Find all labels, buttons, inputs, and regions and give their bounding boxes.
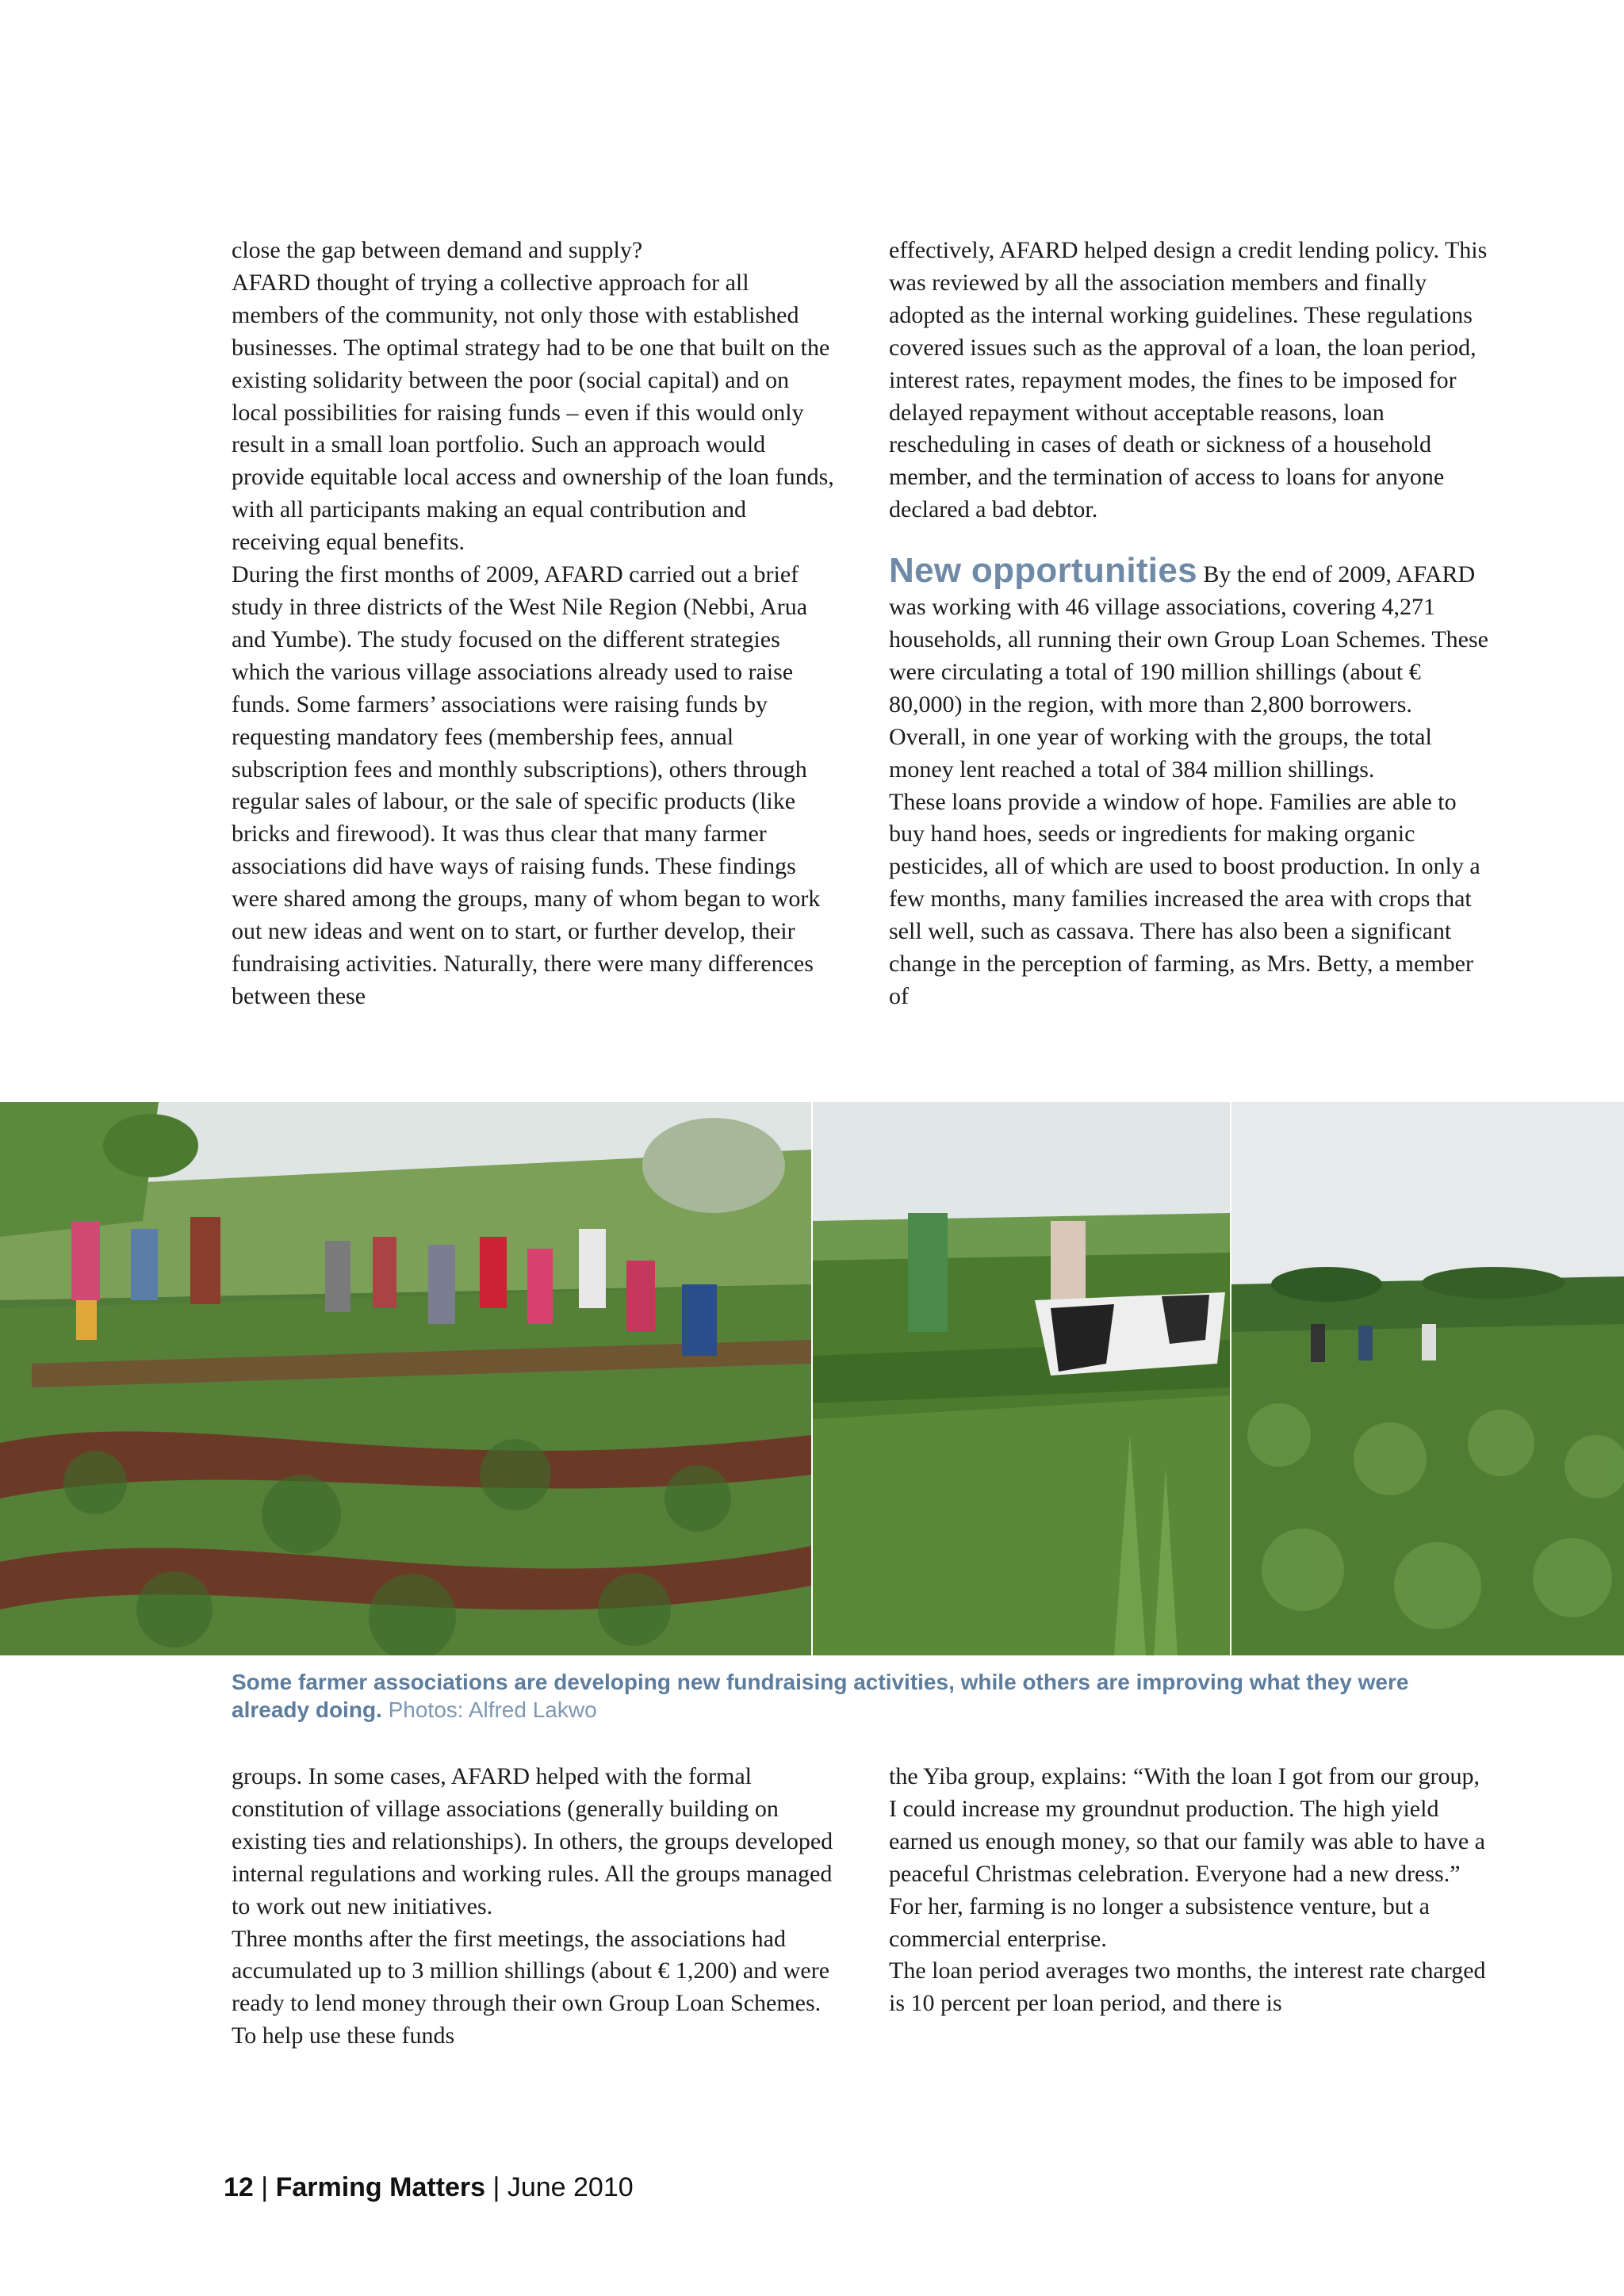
paragraph: AFARD thought of trying a collective approach for all members of the community, not only those with established businesses. The optimal strategy had to be one that built on the existing solidarity between the poor (social capital) and on local possibilities for raising funds – even if this would only result in a small loan portfolio. Such an approach would provide equitable local access and ownership of the loan funds, with all participants making an equal contribution and receiving equal benefits. <box>232 269 834 556</box>
page-number: 12 <box>224 2172 254 2202</box>
paragraph: the Yiba group, explains: “With the loan I got from our group, I could increase my groundnut production. The high yield earned us enough money, so that our family was able to have a peaceful Christmas celebration. Everyone had a new dress.” For her, farming is no longer a subsistence venture, but a commercial enterprise. <box>889 1763 1485 1952</box>
page-footer <box>224 2172 634 2203</box>
paragraph: These loans provide a window of hope. Families are able to buy hand hoes, seeds or ingredients for making organic pesticides, all of which are used to boost production. In only a few months, many families increased the area with crops that sell well, such as cassava. There has also been a significant change in the perception of farming, as Mrs. Betty, a member of <box>889 788 1480 1009</box>
section-subhead: New opportunities <box>889 551 1197 591</box>
paragraph-text: By the end of 2009, AFARD was working with 46 village associations, covering 4,271 households, all running their own Group Loan Schemes. These were circulating a total of 190 million shillings (about € 80,000) in the region, with more than 2,800 borrowers. Overall, in one year of working with the groups, the total money lent reached a total of 384 million shillings. <box>889 561 1488 783</box>
paragraph: groups. In some cases, AFARD helped with the formal constitution of village associations (generally building on existing ties and relationships). In others, the groups developed internal regulations and working rules. All the groups managed to work out new initiatives. <box>232 1763 833 1919</box>
footer-separator: | <box>261 2172 269 2202</box>
paragraph-with-subhead <box>889 551 1492 786</box>
paragraph: effectively, AFARD helped design a credit lending policy. This was reviewed by all the association members and finally adopted as the internal working guidelines. These regulations covered issues such as the approval of a loan, the loan period, interest rates, repayment modes, the fines to be imposed for delayed repayment without acceptable reasons, loan rescheduling in cases of death or sickness of a household member, and the termination of access to loans for anyone declared a bad debtor. <box>889 237 1488 523</box>
paragraph: close the gap between demand and supply? <box>232 237 643 263</box>
paragraph: Three months after the first meetings, the associations had accumulated up to 3 million shillings (about € 1,200) and were ready to lend money through their own Group Loan Schemes. To help use these funds <box>232 1925 830 2049</box>
photo-credit: Photos: Alfred Lakwo <box>388 1697 597 1722</box>
photo-farmers-in-field <box>0 1102 811 1655</box>
photo-cassava-field <box>1231 1102 1624 1655</box>
column-top-left <box>232 235 834 1013</box>
publication-name: Farming Matters <box>275 2172 486 2202</box>
photo-strip <box>0 1102 1624 1655</box>
column-top-right <box>889 235 1492 1013</box>
photo-caption <box>232 1668 1469 1724</box>
footer-separator: | <box>492 2172 500 2202</box>
paragraph: During the first months of 2009, AFARD carried out a brief study in three districts of the West Nile Region (Nebbi, Arua and Yumbe). The study focused on the different strategies which the various village associations already used to raise funds. Some farmers’ associations were raising funds by requesting mandatory fees (membership fees, annual subscription fees and monthly subscriptions), others through regular sales of labour, or the sale of specific products (like bricks and firewood). It was thus clear that many farmer associations did have ways of raising funds. These findings were shared among the groups, many of whom began to work out new ideas and went on to start, or further develop, their fundraising activities. Naturally, there were many differences between these <box>232 561 821 1009</box>
column-bottom-right <box>889 1761 1492 2020</box>
paragraph: The loan period averages two months, the interest rate charged is 10 percent per loan period, and there is <box>889 1957 1486 2017</box>
issue-date: June 2010 <box>507 2172 634 2202</box>
photo-ox-plough <box>813 1102 1230 1655</box>
column-bottom-left <box>232 1761 834 2053</box>
caption-text: Some farmer associations are developing new fundraising activities, while others are improving what they were already doing. <box>232 1670 1409 1722</box>
